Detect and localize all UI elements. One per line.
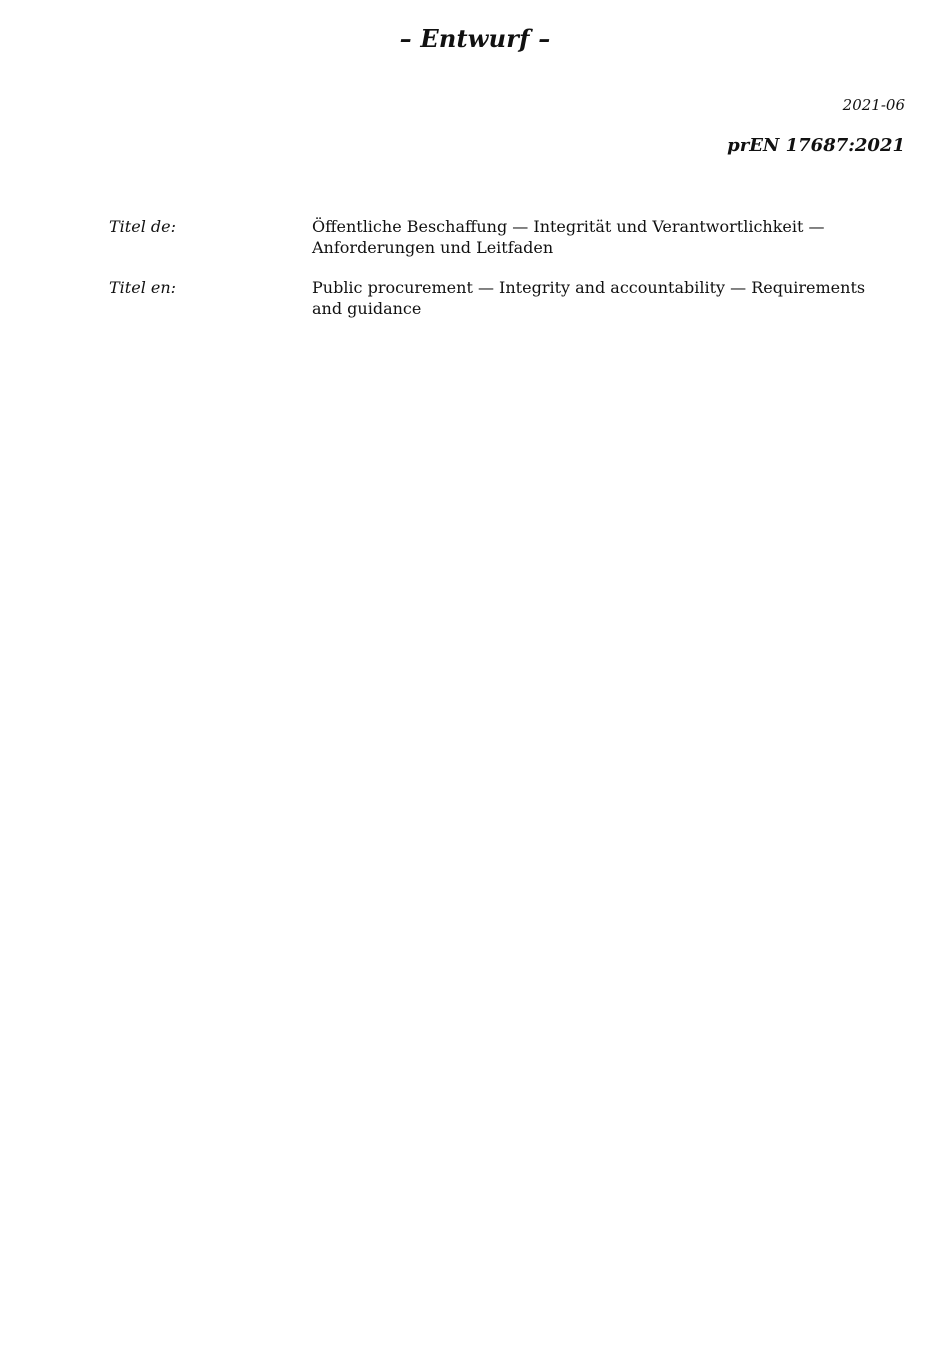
title-row-de: [109, 216, 899, 258]
draft-heading: – Entwurf –: [399, 24, 551, 53]
title-label-en: Titel en:: [109, 278, 177, 297]
title-block: [109, 216, 899, 338]
document-date: 2021-06: [842, 96, 905, 114]
title-value-en: Public procurement — Integrity and accountability — Requirements and guidance: [312, 278, 866, 318]
document-number: prEN 17687:2021: [727, 135, 905, 156]
title-label-de: Titel de:: [109, 217, 176, 236]
title-value-de: Öffentliche Beschaffung — Integrität und Verantwortlichkeit — Anforderungen und Leitfaden: [312, 217, 825, 257]
title-row-en: [109, 277, 899, 319]
